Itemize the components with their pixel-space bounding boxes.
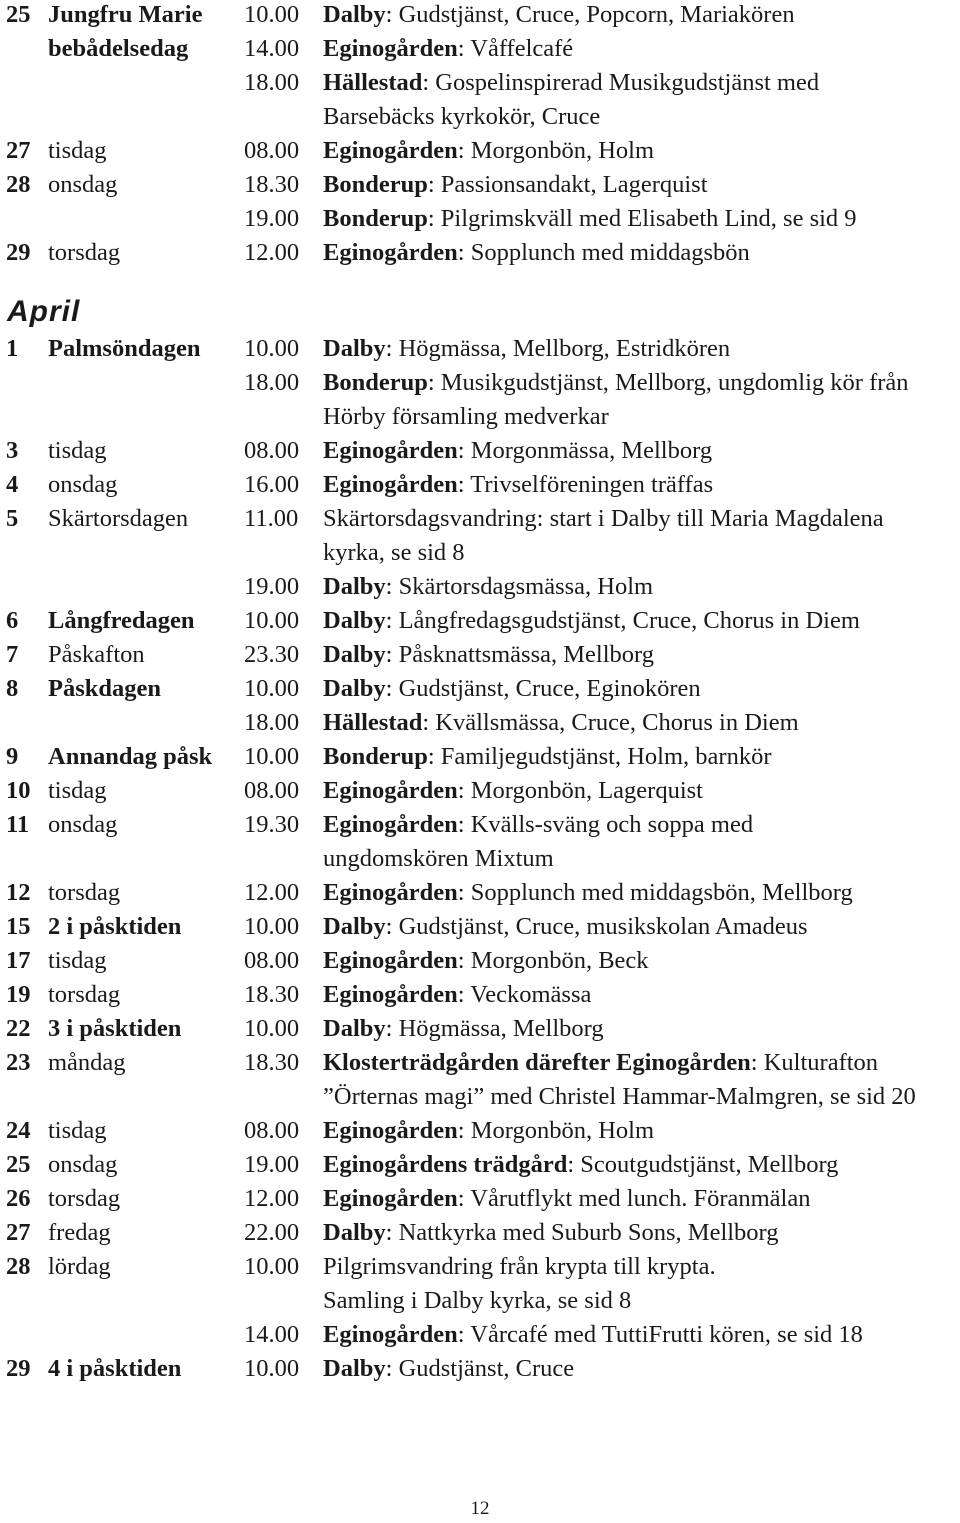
event-details: : Nattkyrka med Suburb Sons, Mellborg: [385, 1219, 779, 1246]
event-place: Klosterträdgården därefter Eginogården: [323, 1049, 751, 1076]
event-description: [323, 1216, 779, 1250]
day-number: 26: [6, 1185, 31, 1212]
event-details: : Vårcafé med TuttiFrutti kören, se sid 18: [457, 1321, 863, 1348]
day-number: 27: [6, 1219, 31, 1246]
event-description: [323, 1148, 838, 1182]
day-name: onsdag: [48, 171, 118, 198]
event-time: 18.00: [244, 369, 300, 396]
event-row: [0, 740, 960, 774]
event-description: [323, 570, 653, 604]
event-description: [323, 876, 853, 910]
event-time: 10.00: [244, 743, 300, 770]
day-number: 29: [6, 1355, 31, 1382]
event-details: Hörby församling medverkar: [323, 403, 609, 430]
event-description: [323, 808, 753, 842]
event-details: : Trivselföreningen träffas: [457, 471, 714, 498]
day-number: 9: [6, 743, 19, 770]
event-description: [323, 332, 730, 366]
event-details: : Kvälls-sväng och soppa med: [457, 811, 754, 838]
day-number: 5: [6, 505, 19, 532]
event-details: Skärtorsdagsvandring: start i Dalby till Maria Magdalena: [323, 505, 884, 532]
day-number: 1: [6, 335, 19, 362]
event-row: [0, 1284, 960, 1318]
day-number: 11: [6, 811, 30, 838]
event-place: Dalby: [323, 641, 386, 668]
event-time: 19.00: [244, 573, 300, 600]
day-name: lördag: [48, 1253, 111, 1280]
day-name: Jungfru Marie: [48, 1, 203, 28]
event-description: [323, 1318, 863, 1352]
day-name: onsdag: [48, 471, 118, 498]
event-description: [323, 1012, 604, 1046]
event-description: [323, 1352, 574, 1386]
event-time: 23.30: [244, 641, 300, 668]
event-time: 18.30: [244, 981, 300, 1008]
event-description: [323, 66, 819, 100]
event-row: [0, 774, 960, 808]
event-details: : Pilgrimskväll med Elisabeth Lind, se sid 9: [427, 205, 857, 232]
event-place: Dalby: [323, 1219, 386, 1246]
day-number: 10: [6, 777, 31, 804]
event-details: : Sopplunch med middagsbön: [457, 239, 750, 266]
event-place: Eginogården: [323, 811, 458, 838]
event-details: : Sopplunch med middagsbön, Mellborg: [457, 879, 853, 906]
event-details: kyrka, se sid 8: [323, 539, 465, 566]
day-name: 2 i påsktiden: [48, 913, 182, 940]
day-name: måndag: [48, 1049, 126, 1076]
event-details: Samling i Dalby kyrka, se sid 8: [323, 1287, 632, 1314]
event-time: 12.00: [244, 239, 300, 266]
day-name: onsdag: [48, 811, 118, 838]
event-description: [323, 236, 750, 270]
event-details: : Långfredagsgudstjänst, Cruce, Chorus in Diem: [385, 607, 860, 634]
day-number: 7: [6, 641, 19, 668]
day-name: tisdag: [48, 437, 107, 464]
event-details: : Passionsandakt, Lagerquist: [427, 171, 708, 198]
day-name: 4 i påsktiden: [48, 1355, 182, 1382]
event-description: [323, 1182, 810, 1216]
event-row: [0, 1114, 960, 1148]
event-row: [0, 1046, 960, 1080]
event-description: [323, 1250, 716, 1284]
day-number: 19: [6, 981, 31, 1008]
event-place: Dalby: [323, 607, 386, 634]
page-number: 12: [470, 1498, 490, 1519]
event-place: Eginogården: [323, 879, 458, 906]
event-time: 08.00: [244, 437, 300, 464]
event-row: [0, 66, 960, 100]
event-row: [0, 1080, 960, 1114]
event-row: [0, 502, 960, 536]
event-place: Eginogårdens trädgård: [323, 1151, 568, 1178]
event-details: : Gudstjänst, Cruce, Popcorn, Mariakören: [385, 1, 795, 28]
event-description: [323, 0, 795, 32]
day-name: tisdag: [48, 777, 107, 804]
day-name: torsdag: [48, 239, 121, 266]
event-time: 10.00: [244, 675, 300, 702]
event-row: [0, 236, 960, 270]
month-heading: April: [7, 295, 81, 328]
event-row: [0, 1318, 960, 1352]
day-name: torsdag: [48, 879, 121, 906]
event-time: 19.00: [244, 1151, 300, 1178]
event-details: : Morgonmässa, Mellborg: [457, 437, 713, 464]
day-name: Skärtorsdagen: [48, 505, 189, 532]
day-name: torsdag: [48, 1185, 121, 1212]
day-name: Påskdagen: [48, 675, 162, 702]
event-place: Eginogården: [323, 777, 458, 804]
event-place: Eginogården: [323, 35, 458, 62]
event-place: Eginogården: [323, 1117, 458, 1144]
event-row: [0, 202, 960, 236]
event-row: [0, 672, 960, 706]
event-row: [0, 468, 960, 502]
event-row: [0, 706, 960, 740]
event-time: 10.00: [244, 913, 300, 940]
event-row: [0, 0, 960, 32]
day-number: 3: [6, 437, 19, 464]
day-name: tisdag: [48, 137, 107, 164]
event-details: : Familjegudstjänst, Holm, barnkör: [427, 743, 772, 770]
event-place: Dalby: [323, 335, 386, 362]
event-place: Bonderup: [323, 369, 428, 396]
day-number: 28: [6, 171, 31, 198]
day-name: torsdag: [48, 981, 121, 1008]
event-time: 19.30: [244, 811, 300, 838]
event-time: 08.00: [244, 137, 300, 164]
event-description: [323, 468, 713, 502]
event-row: [0, 366, 960, 400]
event-description: [323, 502, 884, 536]
event-details: : Gudstjänst, Cruce, Eginokören: [385, 675, 701, 702]
event-description: [323, 168, 708, 202]
event-details: : Morgonbön, Holm: [457, 137, 655, 164]
event-description: [323, 910, 808, 944]
event-description: [323, 1080, 916, 1114]
event-time: 16.00: [244, 471, 300, 498]
event-time: 11.00: [244, 505, 299, 532]
event-place: Eginogården: [323, 947, 458, 974]
day-name: tisdag: [48, 1117, 107, 1144]
event-description: [323, 774, 703, 808]
day-number: 4: [6, 471, 19, 498]
day-number: 23: [6, 1049, 31, 1076]
event-details: : Våffelcafé: [457, 35, 574, 62]
event-details: : Gudstjänst, Cruce: [385, 1355, 575, 1382]
event-description: [323, 944, 649, 978]
event-description: [323, 400, 609, 434]
day-number: 15: [6, 913, 31, 940]
event-place: Eginogården: [323, 437, 458, 464]
event-details: : Högmässa, Mellborg, Estridkören: [385, 335, 731, 362]
event-row: [0, 1012, 960, 1046]
event-row: [0, 808, 960, 842]
event-description: [323, 32, 573, 66]
event-place: Hällestad: [323, 709, 423, 736]
event-row: [0, 944, 960, 978]
day-number: 25: [6, 1, 31, 28]
event-details: : Morgonbön, Lagerquist: [457, 777, 703, 804]
event-description: [323, 366, 909, 400]
event-details: : Gospelinspirerad Musikgudstjänst med: [422, 69, 820, 96]
day-name: Långfredagen: [48, 607, 195, 634]
event-place: Dalby: [323, 573, 386, 600]
event-place: Eginogården: [323, 981, 458, 1008]
event-description: [323, 638, 654, 672]
event-description: [323, 134, 654, 168]
event-description: [323, 1046, 878, 1080]
event-description: [323, 100, 600, 134]
event-details: : Morgonbön, Holm: [457, 1117, 655, 1144]
day-name: Palmsöndagen: [48, 335, 201, 362]
event-row: [0, 570, 960, 604]
event-details: Barsebäcks kyrkokör, Cruce: [323, 103, 601, 130]
event-details: : Musikgudstjänst, Mellborg, ungdomlig kör från: [427, 369, 909, 396]
event-time: 18.30: [244, 171, 300, 198]
event-description: [323, 1114, 654, 1148]
event-details: : Veckomässa: [457, 981, 592, 1008]
event-details: : Gudstjänst, Cruce, musikskolan Amadeus: [385, 913, 808, 940]
day-name: onsdag: [48, 1151, 118, 1178]
event-time: 22.00: [244, 1219, 300, 1246]
event-place: Eginogården: [323, 1321, 458, 1348]
event-description: [323, 740, 772, 774]
event-description: [323, 842, 554, 876]
event-details: : Påsknattsmässa, Mellborg: [385, 641, 654, 668]
event-place: Bonderup: [323, 171, 428, 198]
event-time: 18.00: [244, 709, 300, 736]
day-name: 3 i påsktiden: [48, 1015, 182, 1042]
event-row: [0, 536, 960, 570]
event-place: Dalby: [323, 913, 386, 940]
event-description: [323, 672, 701, 706]
event-time: 10.00: [244, 1015, 300, 1042]
event-description: [323, 536, 465, 570]
event-details: : Högmässa, Mellborg: [385, 1015, 604, 1042]
day-number: 6: [6, 607, 19, 634]
day-name: fredag: [48, 1219, 111, 1246]
event-details: : Scoutgudstjänst, Mellborg: [567, 1151, 839, 1178]
event-description: [323, 604, 860, 638]
event-time: 18.30: [244, 1049, 300, 1076]
event-time: 08.00: [244, 1117, 300, 1144]
event-time: 10.00: [244, 607, 300, 634]
day-number: 29: [6, 239, 31, 266]
event-time: 19.00: [244, 205, 300, 232]
event-row: [0, 434, 960, 468]
event-place: Eginogården: [323, 471, 458, 498]
day-name: bebådelsedag: [48, 35, 189, 62]
event-row: [0, 400, 960, 434]
day-number: 17: [6, 947, 31, 974]
event-place: Dalby: [323, 1015, 386, 1042]
event-place: Bonderup: [323, 743, 428, 770]
event-place: Dalby: [323, 1355, 386, 1382]
event-place: Eginogården: [323, 1185, 458, 1212]
event-time: 10.00: [244, 335, 300, 362]
day-number: 25: [6, 1151, 31, 1178]
event-description: [323, 434, 712, 468]
event-time: 08.00: [244, 777, 300, 804]
event-row: [0, 910, 960, 944]
event-row: [0, 168, 960, 202]
event-row: [0, 32, 960, 66]
event-details: ungdomskören Mixtum: [323, 845, 554, 872]
event-place: Eginogården: [323, 239, 458, 266]
day-name: Annandag påsk: [48, 743, 213, 770]
event-row: [0, 638, 960, 672]
event-row: [0, 1352, 960, 1386]
event-row: [0, 134, 960, 168]
day-number: 24: [6, 1117, 31, 1144]
event-place: Eginogården: [323, 137, 458, 164]
event-description: [323, 202, 857, 236]
event-row: [0, 1250, 960, 1284]
event-row: [0, 1148, 960, 1182]
event-time: 14.00: [244, 35, 300, 62]
event-description: [323, 706, 799, 740]
event-description: [323, 978, 591, 1012]
event-time: 10.00: [244, 1253, 300, 1280]
event-place: Dalby: [323, 675, 386, 702]
event-row: [0, 604, 960, 638]
event-time: 12.00: [244, 879, 300, 906]
event-time: 10.00: [244, 1, 300, 28]
event-row: [0, 332, 960, 366]
event-details: : Kulturafton: [750, 1049, 879, 1076]
event-time: 10.00: [244, 1355, 300, 1382]
day-name: Påskafton: [48, 641, 145, 668]
event-time: 12.00: [244, 1185, 300, 1212]
event-row: [0, 1216, 960, 1250]
day-number: 27: [6, 137, 31, 164]
event-details: : Skärtorsdagsmässa, Holm: [385, 573, 654, 600]
day-number: 22: [6, 1015, 31, 1042]
event-row: [0, 1182, 960, 1216]
day-number: 8: [6, 675, 19, 702]
day-name: tisdag: [48, 947, 107, 974]
event-time: 08.00: [244, 947, 300, 974]
day-number: 28: [6, 1253, 31, 1280]
event-description: [323, 1284, 631, 1318]
event-row: [0, 978, 960, 1012]
event-details: Pilgrimsvandring från krypta till krypta.: [323, 1253, 716, 1280]
event-place: Hällestad: [323, 69, 423, 96]
event-place: Dalby: [323, 1, 386, 28]
event-time: 18.00: [244, 69, 300, 96]
event-details: : Vårutflykt med lunch. Föranmälan: [457, 1185, 811, 1212]
event-time: 14.00: [244, 1321, 300, 1348]
event-place: Bonderup: [323, 205, 428, 232]
event-row: [0, 100, 960, 134]
event-details: ”Örternas magi” med Christel Hammar-Malmgren, se sid 20: [323, 1083, 916, 1110]
event-row: [0, 842, 960, 876]
event-details: : Kvällsmässa, Cruce, Chorus in Diem: [422, 709, 799, 736]
event-details: : Morgonbön, Beck: [457, 947, 649, 974]
day-number: 12: [6, 879, 31, 906]
event-row: [0, 876, 960, 910]
